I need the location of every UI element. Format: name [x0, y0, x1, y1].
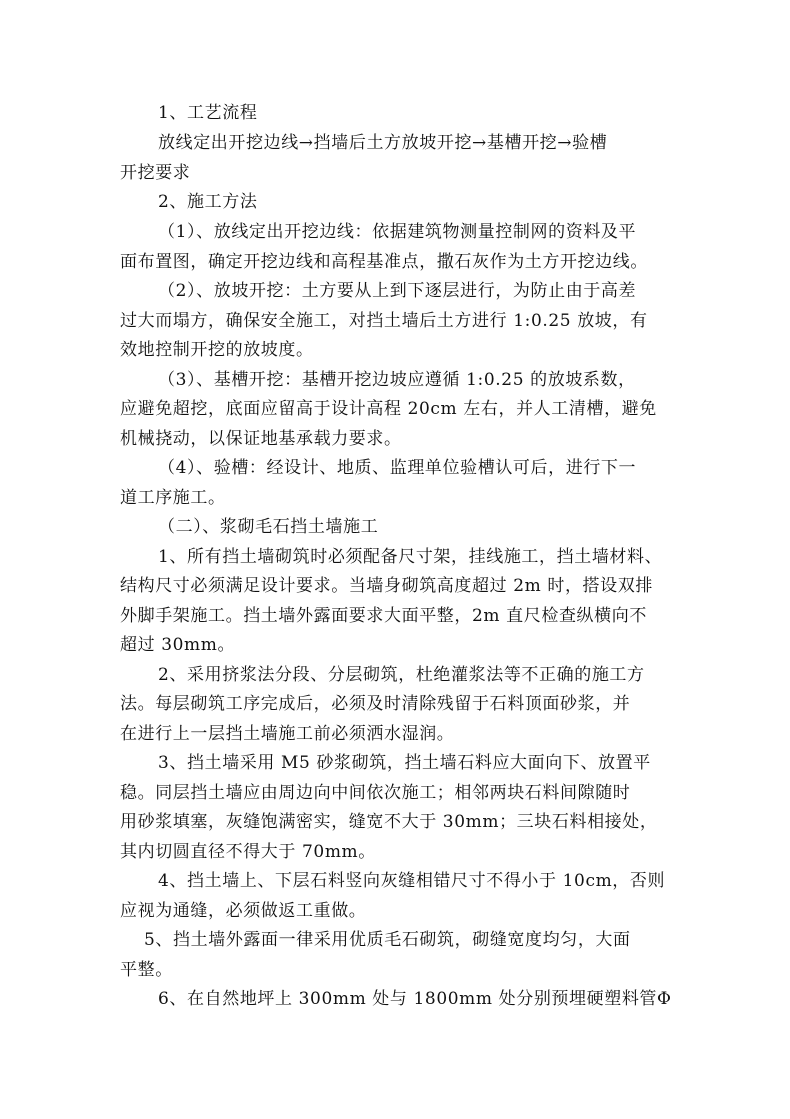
paragraph-line: 1、所有挡土墙砌筑时必须配备尺寸架，挂线施工，挡土墙材料、 [158, 547, 663, 567]
paragraph-line: 6、在自然地坪上 300mm 处与 1800mm 处分别预埋硬塑料管Φ [158, 989, 672, 1009]
paragraph-line: 结构尺寸必须满足设计要求。当墙身砌筑高度超过 2m 时，搭设双排 [120, 576, 653, 596]
heading-process-flow: 1、工艺流程 [158, 103, 258, 123]
paragraph-line: （1）、放线定出开挖边线：依据建筑物测量控制网的资料及平 [158, 222, 637, 242]
paragraph-line: （3）、基槽开挖：基槽开挖边坡应遵循 1:0.25 的放坡系数， [158, 370, 636, 390]
paragraph-line: 外脚手架施工。挡土墙外露面要求大面平整，2m 直尺检查纵横向不 [120, 606, 647, 626]
paragraph-line: 其内切圆直径不得大于 70mm。 [120, 842, 376, 862]
paragraph-line: 法。每层砌筑工序完成后，必须及时清除残留于石料顶面砂浆，并 [120, 694, 631, 714]
heading-construction-method: 2、施工方法 [158, 192, 258, 212]
process-flow-line-2: 开挖要求 [120, 163, 191, 183]
paragraph-line: 机械挠动，以保证地基承载力要求。 [120, 429, 402, 449]
paragraph-line: 2、采用挤浆法分段、分层砌筑，杜绝灌浆法等不正确的施工方 [158, 665, 645, 685]
process-flow-line-1: 放线定出开挖边线→挡墙后土方放坡开挖→基槽开挖→验槽 [158, 133, 608, 153]
section-heading-retaining-wall: （二）、浆砌毛石挡土墙施工 [158, 517, 379, 537]
paragraph-line: 稳。同层挡土墙应由周边向中间依次施工；相邻两块石料间隙随时 [120, 783, 631, 803]
paragraph-line: 5、挡土墙外露面一律采用优质毛石砌筑，砌缝宽度均匀，大面 [144, 930, 631, 950]
paragraph-line: 过大而塌方，确保安全施工，对挡土墙后土方进行 1:0.25 放坡，有 [120, 311, 648, 331]
paragraph-line: 面布置图，确定开挖边线和高程基准点，撒石灰作为土方开挖边线。 [120, 252, 648, 272]
paragraph-line: 应避免超挖，底面应留高于设计高程 20cm 左右，并人工清槽，避免 [120, 399, 657, 419]
paragraph-line: 道工序施工。 [120, 488, 226, 508]
paragraph-line: 应视为通缝，必须做返工重做。 [120, 901, 367, 921]
paragraph-line: 效地控制开挖的放坡度。 [120, 340, 314, 360]
paragraph-line: （4）、验槽：经设计、地质、监理单位验槽认可后，进行下一 [158, 458, 637, 478]
paragraph-line: 平整。 [120, 960, 173, 980]
paragraph-line: 在进行上一层挡土墙施工前必须洒水湿润。 [120, 724, 455, 744]
paragraph-line: （2）、放坡开挖：土方要从上到下逐层进行，为防止由于高差 [158, 281, 637, 301]
paragraph-line: 4、挡土墙上、下层石料竖向灰缝相错尺寸不得小于 10cm，否则 [158, 871, 666, 891]
paragraph-line: 3、挡土墙采用 M5 砂浆砌筑，挡土墙石料应大面向下、放置平 [158, 753, 651, 773]
paragraph-line: 用砂浆填塞，灰缝饱满密实，缝宽不大于 30mm；三块石料相接处， [120, 812, 658, 832]
paragraph-line: 超过 30mm。 [120, 635, 236, 655]
